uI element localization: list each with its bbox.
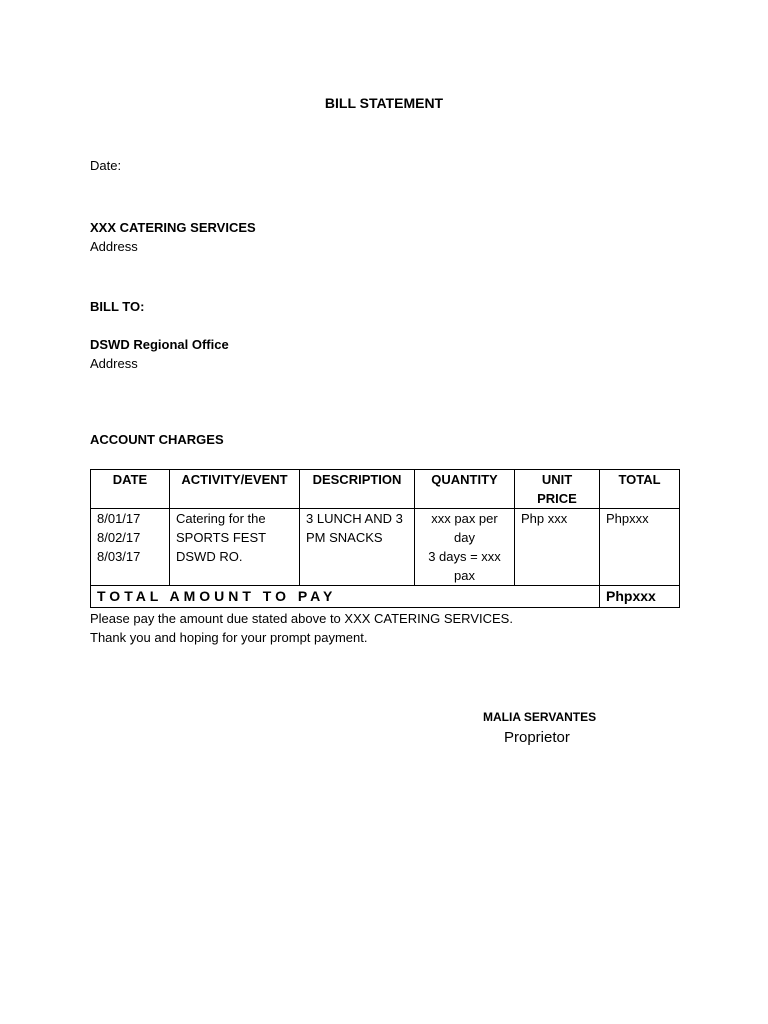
- signatory-name: MALIA SERVANTES: [483, 710, 597, 724]
- header-date: DATE: [91, 470, 170, 509]
- table-header-row: [91, 470, 680, 509]
- header-total: TOTAL: [600, 470, 680, 509]
- signatory-title: Proprietor: [504, 729, 570, 746]
- header-unit-price: UNIT PRICE: [515, 470, 600, 509]
- total-amount-label: TOTAL AMOUNT TO PAY: [91, 586, 600, 608]
- header-description: DESCRIPTION: [300, 470, 415, 509]
- thank-you-note: Thank you and hoping for your prompt payment.: [90, 630, 368, 645]
- table-row: [91, 509, 680, 586]
- cell-activity: [170, 509, 300, 586]
- header-quantity: QUANTITY: [415, 470, 515, 509]
- activity-line: SPORTS FEST: [176, 530, 267, 545]
- payment-note: Please pay the amount due stated above to XXX CATERING SERVICES.: [90, 611, 513, 626]
- quantity-line: day: [454, 530, 475, 545]
- date-line: 8/02/17: [97, 530, 141, 545]
- activity-line: Catering for the: [176, 511, 266, 526]
- cell-row-total: Phpxxx: [600, 509, 680, 586]
- bill-to-label: BILL TO:: [90, 299, 145, 314]
- quantity-line: xxx pax per: [431, 511, 498, 526]
- date-line: 8/01/17: [97, 511, 141, 526]
- activity-line: DSWD RO.: [176, 549, 243, 564]
- cell-dates: [91, 509, 170, 586]
- cell-description: [300, 509, 415, 586]
- sender-name: XXX CATERING SERVICES: [90, 220, 256, 235]
- recipient-name: DSWD Regional Office: [90, 337, 229, 352]
- charges-table: [90, 469, 680, 608]
- cell-quantity: [415, 509, 515, 586]
- cell-unit-price: Php xxx: [515, 509, 600, 586]
- date-line: 8/03/17: [97, 549, 141, 564]
- description-line: PM SNACKS: [306, 530, 383, 545]
- sender-address: Address: [90, 239, 138, 254]
- quantity-line: 3 days = xxx: [428, 549, 501, 564]
- page-title: BILL STATEMENT: [324, 95, 444, 111]
- total-row: [91, 586, 680, 608]
- total-amount-value: Phpxxx: [600, 586, 680, 608]
- header-activity: ACTIVITY/EVENT: [170, 470, 300, 509]
- account-charges-label: ACCOUNT CHARGES: [90, 432, 224, 447]
- quantity-line: pax: [454, 568, 475, 583]
- date-label: Date:: [90, 158, 122, 173]
- description-line: 3 LUNCH AND 3: [306, 511, 403, 526]
- recipient-address: Address: [90, 356, 138, 371]
